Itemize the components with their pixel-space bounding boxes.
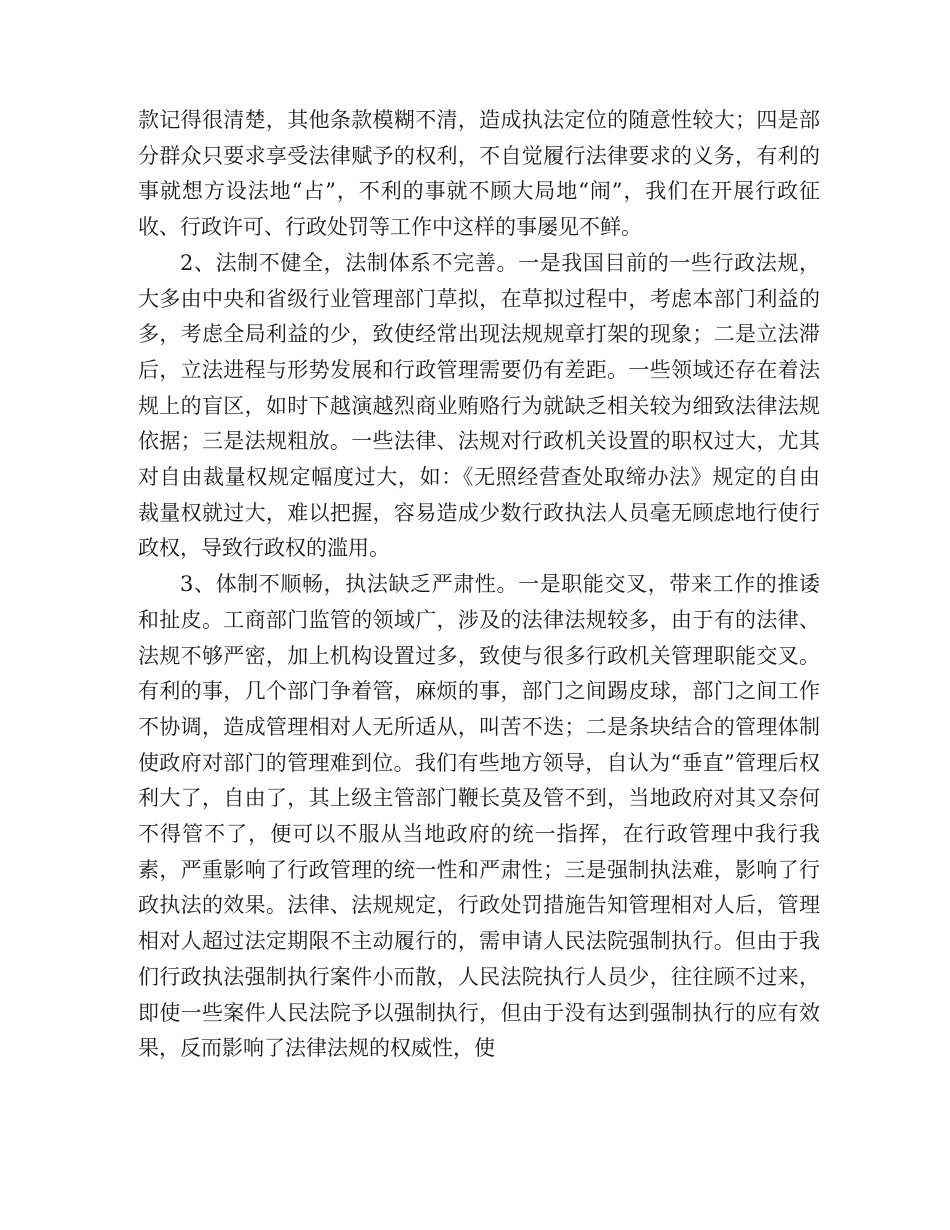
paragraph-institutional-system: 3、体制不顺畅，执法缺乏严肃性。一是职能交叉，带来工作的推诿和扯皮。工商部门监管的领域广，涉及的法律法规较多，由于有的法律、法规不够严密，加上机构设置过多，致使与很多行政机关管理职能交叉。有利的事，几个部门争着管，麻烦的事，部门之间踢皮球，部门之间工作不协调，造成管理相对人无所适从，叫苦不迭；二是条块结合的管理体制使政府对部门的管理难到位。我们有些地方领导，自认为“垂直”管理后权利大了，自由了，其上级主管部门鞭长莫及管不到，当地政府对其又奈何不得管不了，便可以不服从当地政府的统一指挥，在行政管理中我行我素，严重影响了行政管理的统一性和严肃性；三是强制执法难，影响了行政执法的效果。法律、法规规定，行政处罚措施告知管理相对人后，管理相对人超过法定期限不主动履行的，需申请人民法院强制执行。但由于我们行政执法强制执行案件小而散，人民法院执行人员少，往往顾不过来，即使一些案件人民法院予以强制执行，但由于没有达到强制执行的应有效果，反而影响了法律法规的权威性，使 xyxy=(138,572,820,1061)
paragraph-legal-system: 2、法制不健全，法制体系不完善。一是我国目前的一些行政法规，大多由中央和省级行业管理部门草拟，在草拟过程中，考虑本部门利益的多，考虑全局利益的少，致使经常出现法规规章打架的现象；二是立法滞后，立法进程与形势发展和行政管理需要仍有差距。一些领域还存在着法规上的盲区，如时下越演越烈商业贿赂行为就缺乏相关较为细致法律法规依据；三是法规粗放。一些法律、法规对行政机关设置的职权过大，尤其对自由裁量权规定幅度过大，如：《无照经营查处取缔办法》规定的自由裁量权就过大，难以把握，容易造成少数行政执法人员毫无顾虑地行使行政权，导致行政权的滥用。 xyxy=(138,250,820,561)
document-body xyxy=(138,103,820,1067)
paragraph-continued: 款记得很清楚，其他条款模糊不清，造成执法定位的随意性较大；四是部分群众只要求享受法律赋予的权利，不自觉履行法律要求的义务，有利的事就想方设法地“占”，不利的事就不顾大局地“闹”，我们在开展行政征收、行政许可、行政处罚等工作中这样的事屡见不鲜。 xyxy=(138,108,820,240)
